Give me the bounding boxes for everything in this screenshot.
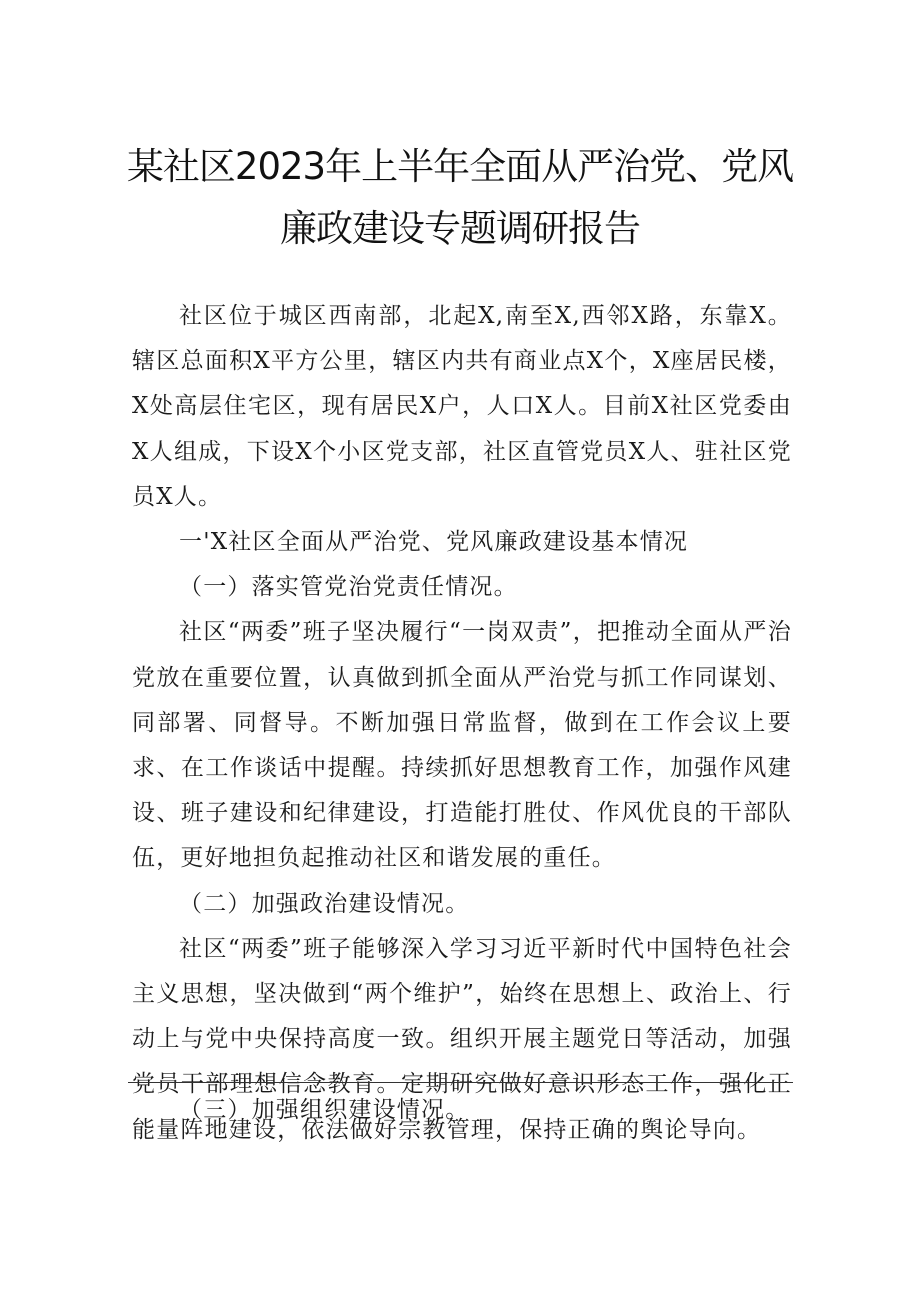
subsection-2-paragraph: 社区“两委”班子能够深入学习习近平新时代中国特色社会主义思想，坚决做到“两个维护”，始终在思想上、政治上、行动上与党中央保持高度一致。组织开展主题党日等活动，加强党员干部理想信念教育。定期研究做好意识形态工作，强化正能量阵地建设，依法做好宗教管理，保持正确的舆论导向。 — [132, 935, 792, 1143]
page-divider — [128, 1082, 793, 1083]
subsection-1-paragraph: 社区“两委”班子坚决履行“一岗双责”，把推动全面从严治党放在重要位置，认真做到抓全面从严治党与抓工作同谋划、同部署、同督导。不断加强日常监督，做到在工作会议上要求、在工作谈话中提醒。持续抓好思想教育工作，加强作风建设、班子建设和纪律建设，打造能打胜仗、作风优良的干部队伍，更好地担负起推动社区和谐发展的重任。 — [132, 619, 792, 872]
subsection-2-heading: （二）加强政治建设情况。 — [179, 890, 470, 917]
document-body-continued — [132, 1088, 792, 1133]
subsection-1-heading: （一）落实管党治党责任情况。 — [179, 574, 518, 601]
intro-paragraph: 社区位于城区西南部，北起X,南至X,西邻X路，东靠X。辖区总面积X平方公里，辖区内共有商业点X个，X座居民楼，X处高层住宅区，现有居民X户，人口X人。目前X社区党委由X人组成，下设X个小区党支部，社区直管党员X人、驻社区党员X人。 — [132, 303, 792, 510]
document-body — [132, 294, 792, 1153]
document-title-line-2: 廉政建设专题调研报告 — [280, 207, 640, 250]
section-1-heading: 一'X社区全面从严治党、党风廉政建设基本情况 — [179, 529, 689, 556]
subsection-3-heading: （三）加强组织建设情况。 — [179, 1097, 470, 1123]
document-title-line-1: 某社区2023年上半年全面从严治党、党风 — [126, 145, 794, 188]
